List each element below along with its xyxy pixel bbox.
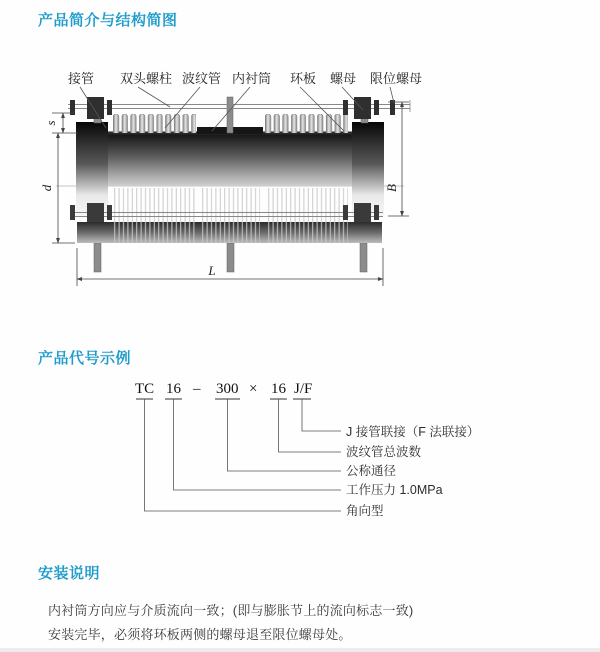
callout-waves: 波纹管总波数 bbox=[346, 445, 422, 459]
callout-connection: J 接管联接（F 法联接） bbox=[346, 425, 480, 439]
callout-diameter: 公称通径 bbox=[346, 464, 397, 478]
page-bottom-edge bbox=[0, 648, 600, 652]
dim-L: L bbox=[208, 263, 216, 278]
label-xianweiluomu: 限位螺母 bbox=[370, 71, 423, 86]
label-huanban: 环板 bbox=[290, 71, 317, 86]
section-title-intro: 产品简介与结构简图 bbox=[38, 12, 178, 29]
dim-s: s bbox=[43, 120, 58, 126]
label-shuangtouluozhu: 双头螺柱 bbox=[120, 71, 173, 86]
code-part-dash: – bbox=[193, 381, 201, 397]
code-part-pressure: 16 bbox=[166, 381, 181, 397]
product-code-diagram bbox=[100, 372, 490, 524]
code-part-connection: J/F bbox=[294, 381, 313, 397]
label-bowenguan: 波纹管 bbox=[182, 71, 222, 86]
install-note-1: 内衬筒方向应与介质流向一致；(即与膨胀节上的流向标志一致) bbox=[48, 603, 414, 618]
code-part-times: × bbox=[249, 381, 258, 397]
callout-pressure: 工作压力 1.0MPa bbox=[346, 483, 443, 497]
code-part-diameter: 300 bbox=[216, 381, 239, 397]
dim-B: B bbox=[384, 184, 399, 192]
install-note-2: 安装完毕，必须将环板两侧的螺母退至限位螺母处。 bbox=[48, 627, 352, 642]
section-title-code: 产品代号示例 bbox=[38, 350, 132, 367]
code-parts bbox=[135, 381, 312, 397]
code-part-type: TC bbox=[135, 381, 155, 397]
callout-lines bbox=[145, 399, 342, 511]
callout-labels bbox=[346, 424, 479, 518]
dim-d: d bbox=[39, 184, 54, 192]
part-labels bbox=[68, 71, 422, 86]
center-stud bbox=[227, 97, 233, 133]
structure-diagram bbox=[30, 60, 450, 300]
callout-type: 角向型 bbox=[346, 504, 384, 518]
code-part-waves: 16 bbox=[271, 381, 286, 397]
label-jieguan: 接管 bbox=[68, 71, 95, 86]
label-luomu: 螺母 bbox=[330, 71, 357, 86]
label-neichentong: 内衬筒 bbox=[232, 71, 272, 86]
section-title-install: 安装说明 bbox=[38, 565, 101, 582]
bellows-right bbox=[265, 114, 348, 133]
bellows-left bbox=[113, 114, 196, 133]
shell-top bbox=[108, 127, 352, 186]
shell-bottom bbox=[77, 188, 382, 243]
